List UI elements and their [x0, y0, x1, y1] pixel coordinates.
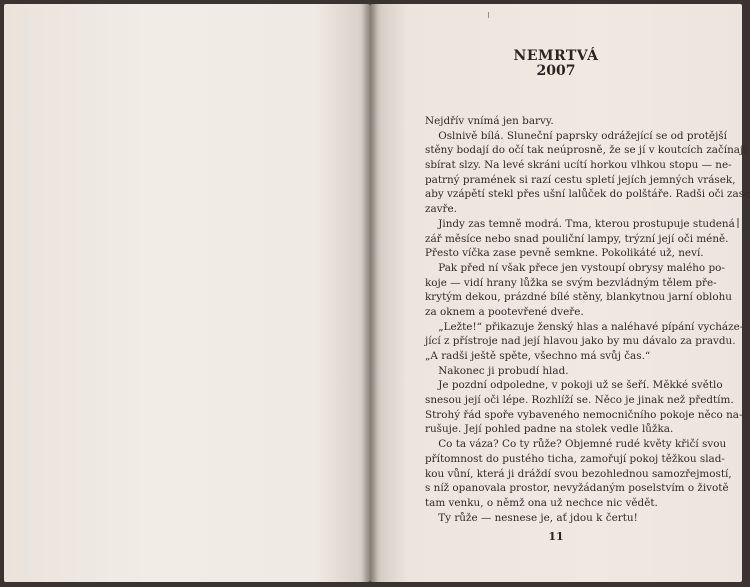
book-gutter	[362, 4, 378, 582]
text-line: tam venku, o němž ona už nechce nic vědět.	[425, 496, 658, 509]
text-line: přítomnost do pustého ticha, zamořují pokoj těžkou slad-	[425, 452, 725, 465]
text-line: Strohý řád spoře vybaveného nemocničního pokoje něco na-	[425, 408, 743, 421]
text-line: aby vzápětí stekl přes ušní lalůček do polštáře. Radši oči zase	[425, 188, 750, 201]
chapter-year: 2007	[536, 63, 576, 79]
body-text	[425, 114, 750, 525]
chapter-title: NEMRTVÁ	[513, 48, 599, 64]
text-line: stěny bodají do očí tak neúprosně, že se jí v koutcích začínají	[425, 144, 747, 157]
text-line: za oknem a pootevřené dveře.	[425, 305, 584, 318]
text-line: jící z přístroje nad její hlavou jako by mu dávalo za pravdu.	[425, 335, 736, 348]
text-line: Nakonec ji probudí hlad.	[425, 364, 569, 377]
left-page-blank	[4, 4, 370, 582]
text-line: Co ta váza? Co ty růže? Objemné rudé květy křičí svou	[425, 438, 727, 451]
text-line: Přesto víčka zase pevně semkne. Pokolikáté už, neví.	[425, 247, 704, 260]
text-line: zavře.	[425, 203, 457, 216]
text-line: „A radši ještě spěte, všechno má svůj čas.“	[425, 350, 651, 362]
text-line: Nejdřív vnímá jen barvy.	[425, 115, 554, 127]
text-line: rušuje. Její pohled padne na stolek vedle lůžka.	[425, 423, 674, 436]
text-line: snesou její oči lépe. Rozhlíží se. Něco je jinak než předtím.	[425, 394, 734, 407]
text-line: sbírat slzy. Na levé skráni ucítí horkou vlhkou stopu — ne-	[425, 159, 732, 172]
page-number: 11	[548, 530, 564, 543]
text-line: krytým dekou, prázdné bílé stěny, blankytnou jarní oblohu	[425, 291, 732, 304]
text-line: patrný pramének si razí cestu spletí jejích jemných vrásek,	[425, 173, 736, 186]
text-line: Je pozdní odpoledne, v pokoji už se šeří. Měkké světlo	[425, 379, 723, 392]
text-line: kou vůní, která ji dráždí svou bezohlednou samozřejmostí,	[425, 467, 732, 480]
text-line: Pak před ní však přece jen vystoupí obrysy malého po-	[425, 261, 725, 274]
text-line: zář měsíce nebo snad pouliční lampy, trýzní její oči méně.	[425, 232, 729, 245]
text-line: koje — vidí hrany lůžka se svým bezvládným tělem pře-	[425, 276, 717, 289]
page-speck	[488, 12, 489, 18]
text-line: „Ležte!“ přikazuje ženský hlas a naléhavé pípání vycháze-	[425, 320, 744, 333]
text-line: s níž opanovala prostor, nevyžádaným poselstvím o životě	[425, 482, 729, 495]
text-line: Jindy zas temně modrá. Tma, kterou prostupuje studená	[425, 217, 735, 230]
text-line: Ty růže — nesnese je, ať jdou k čertu!	[425, 511, 638, 524]
page-speck	[737, 218, 739, 228]
text-line: Oslnivě bílá. Sluneční paprsky odrážející se od protější	[425, 129, 727, 142]
